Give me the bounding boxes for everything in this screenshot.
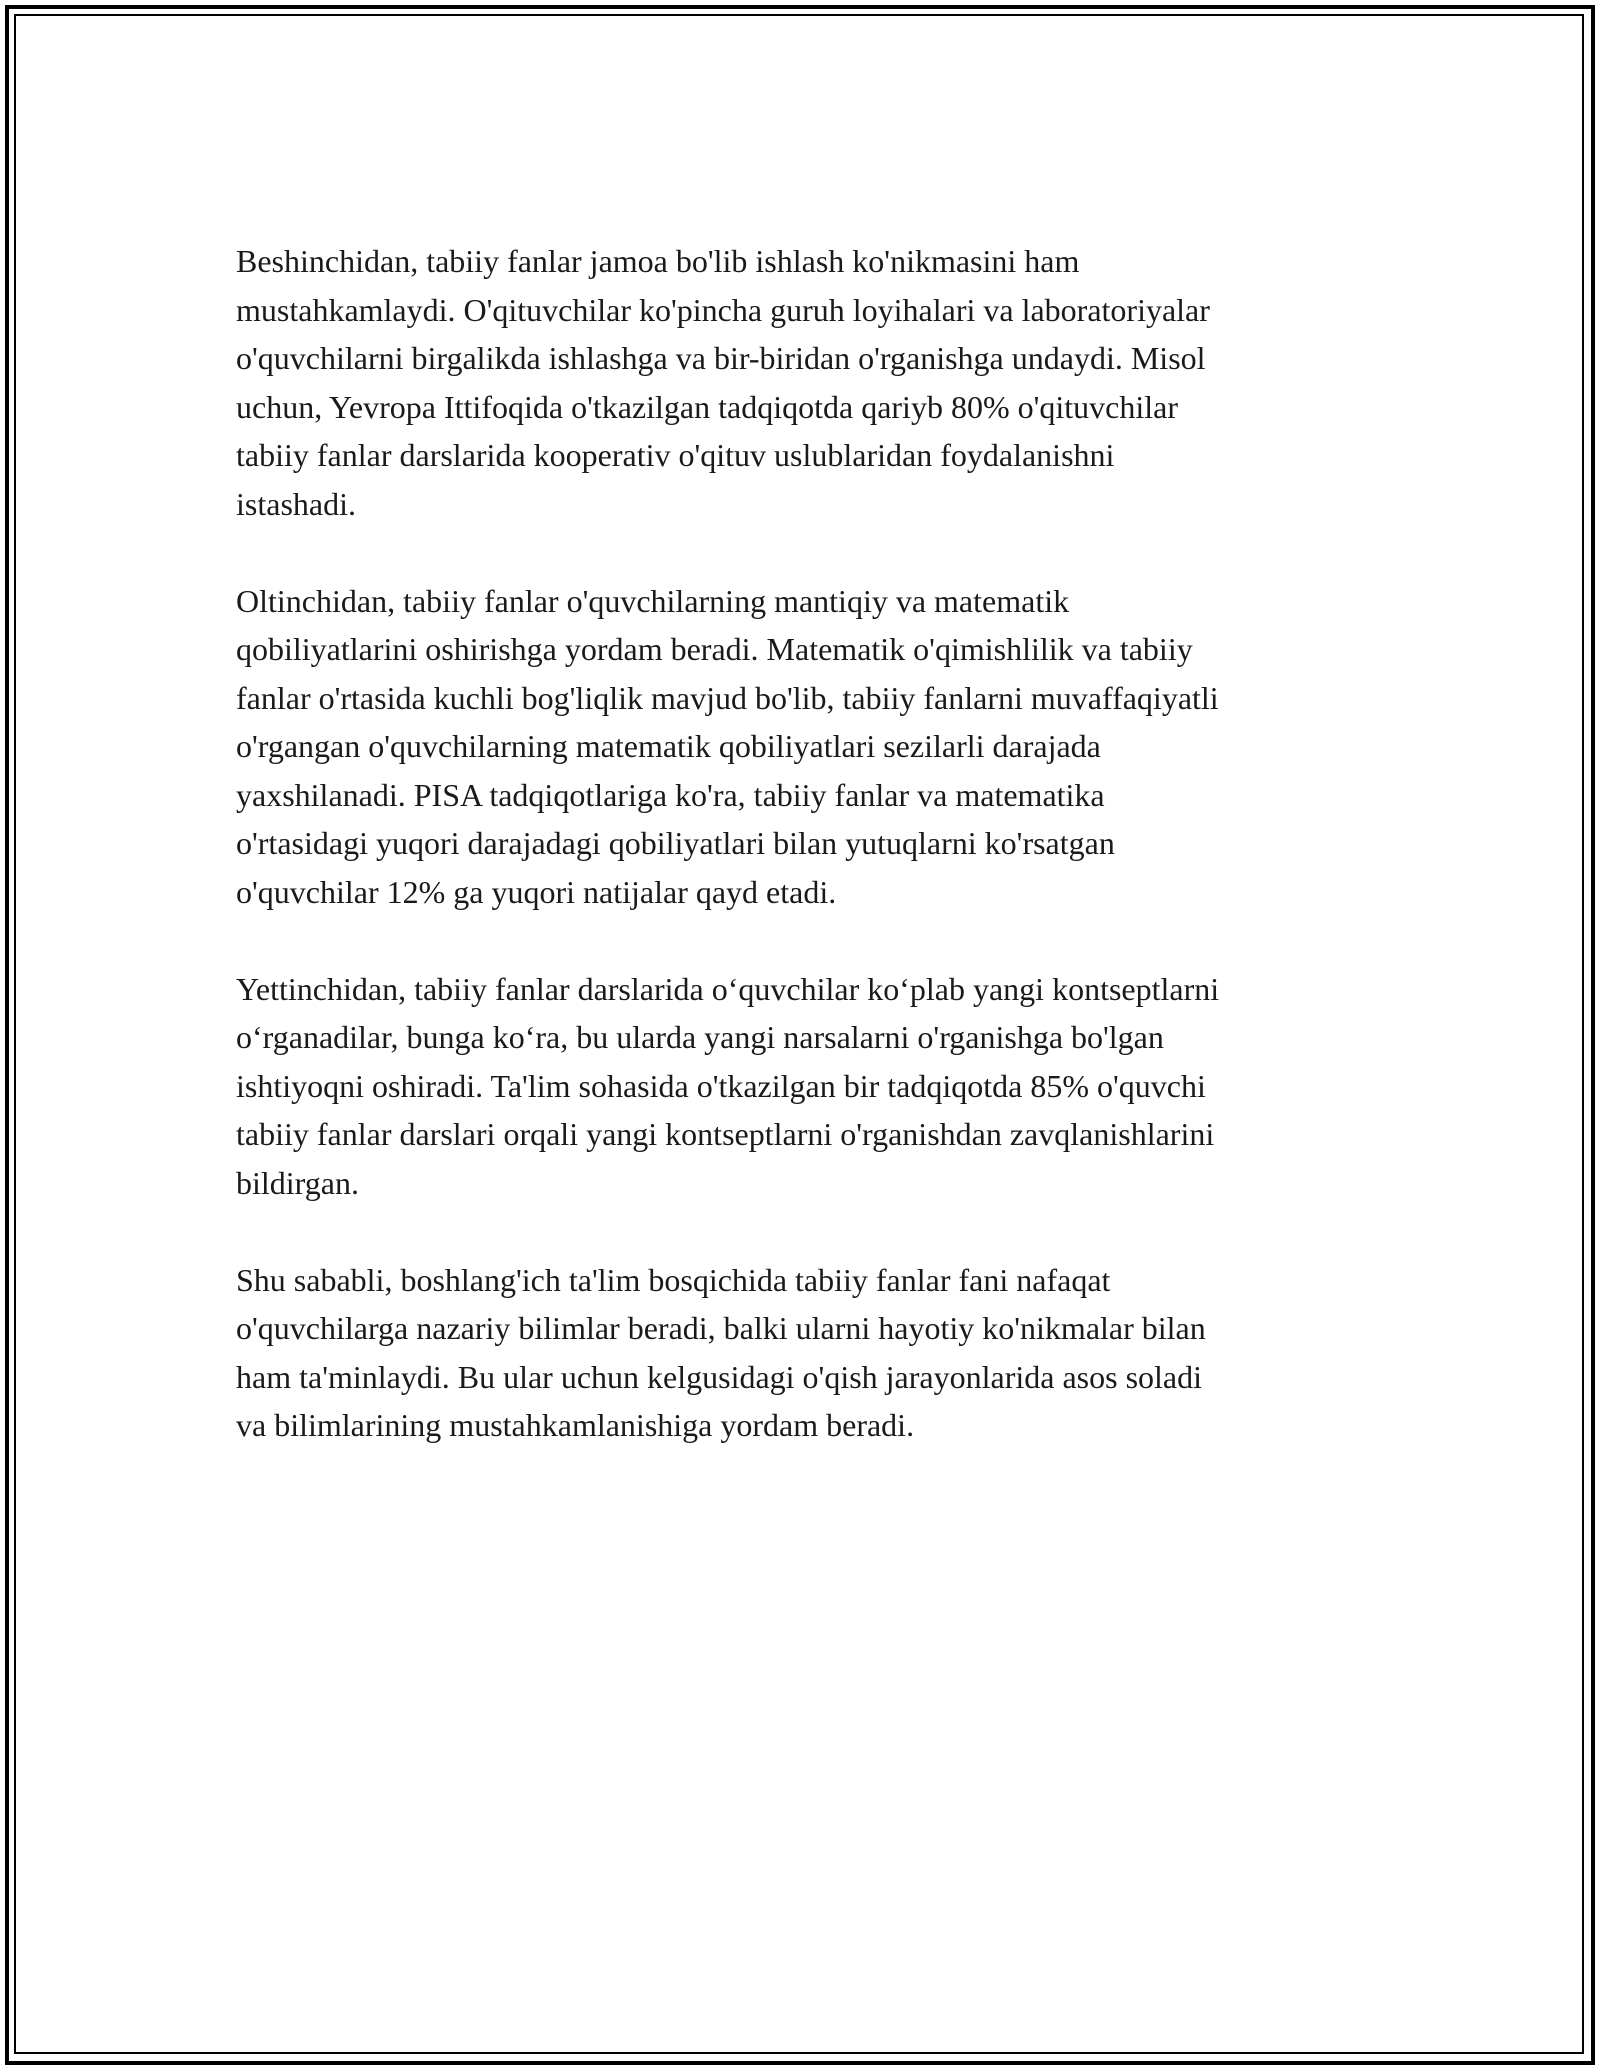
document-body: [236, 237, 1376, 1450]
paragraph-7-yettinchidan: Yettinchidan, tabiiy fanlar darslarida o‘quvchilar ko‘plab yangi kontseptlarni o‘rganadilar, bunga ko‘ra, bu ularda yangi narsalarni o'rganishga bo'lgan ishtiyoqni oshiradi. Ta'lim sohasida o'tkazilgan bir tadqiqotda 85% o'quvchi tabiiy fanlar darslari orqali yangi kontseptlarni o'rganishdan zavqlanishlarini bildirgan.: [236, 970, 1220, 1201]
paragraph-conclusion: Shu sababli, boshlang'ich ta'lim bosqichida tabiiy fanlar fani nafaqat o'quvchilarga nazariy bilimlar beradi, balki ularni hayotiy ko'nikmalar bilan ham ta'minlaydi. Bu ular uchun kelgusidagi o'qish jarayonlarida asos soladi va bilimlarining mustahkamlanishiga yordam beradi.: [236, 1261, 1206, 1443]
paragraph-5-beshinchidan: Beshinchidan, tabiiy fanlar jamoa bo'lib ishlash ko'nikmasini ham mustahkamlaydi. O'qituvchilar ko'pincha guruh loyihalari va laboratoriyalar o'quvchilarni birgalikda ishlashga va bir-biridan o'rganishga undaydi. Misol uchun, Yevropa Ittifoqida o'tkazilgan tadqiqotda qariyb 80% o'qituvchilar tabiiy fanlar darslarida kooperativ o'qituv uslublaridan foydalanishni istashadi.: [236, 243, 1210, 522]
paragraph-6-oltinchidan: Oltinchidan, tabiiy fanlar o'quvchilarning mantiqiy va matematik qobiliyatlarini oshirishga yordam beradi. Matematik o'qimishlilik va tabiiy fanlar o'rtasida kuchli bog'liqlik mavjud bo'lib, tabiiy fanlarni muvaffaqiyatli o'rgangan o'quvchilarning matematik qobiliyatlari sezilarli darajada yaxshilanadi. PISA tadqiqotlariga ko'ra, tabiiy fanlar va matematika o'rtasidagi yuqori darajadagi qobiliyatlari bilan yutuqlarni ko'rsatgan o'quvchilar 12% ga yuqori natijalar qayd etadi.: [236, 582, 1219, 910]
